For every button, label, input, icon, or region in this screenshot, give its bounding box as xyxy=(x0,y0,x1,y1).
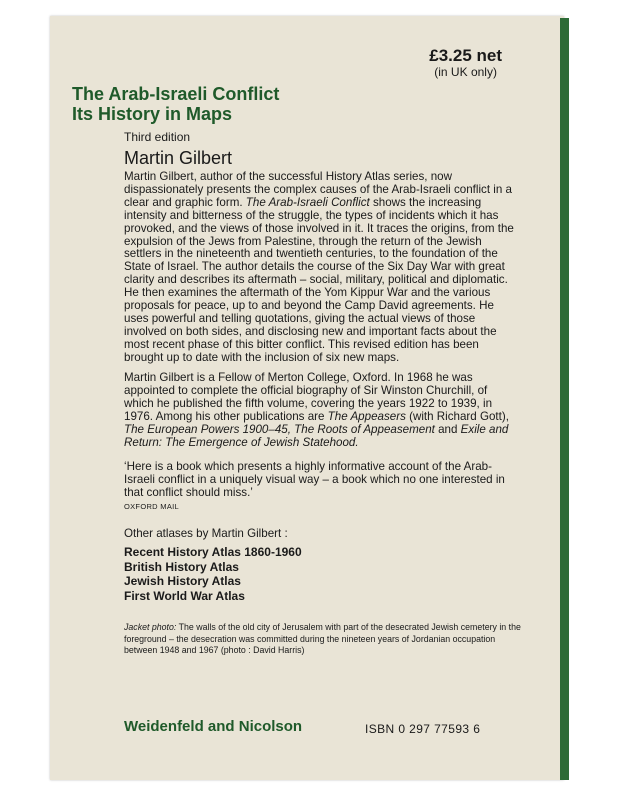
edition-label: Third edition xyxy=(124,130,191,144)
other-atlases-list xyxy=(124,545,302,603)
price-note: (in UK only) xyxy=(434,65,497,79)
bio-book-2: The European Powers 1900–45, The Roots of Appeasement xyxy=(124,422,435,436)
publisher-name: Weidenfeld and Nicolson xyxy=(124,718,303,735)
blurb-p1-text-b: shows the increasing intensity and bitterness of the struggle, the types of incidents which it has provoked, and the views of those involved in it. It traces the origins, from the expulsion of the Jews from Palestine, through the return of the Jewish settlers in the nineteenth and twentieth centuries, to the foundation of the State of Israel. The author details the course of the Six Day War with great clarity and describes its aftermath – social, military, political and diplomatic. He then examines the aftermath of the Yom Kippur War and the various proposals for peace, up to and beyond the Camp David agreements. He uses powerful and telling quotations, giving the actual views of those involved on both sides, and disclosing new and important facts about the most recent phase of this bitter conflict. This revised edition has been brought up to date with the inclusion of six new maps. xyxy=(124,195,514,364)
title-line-1: The Arab-Israeli Conflict xyxy=(72,84,280,104)
book-title xyxy=(72,84,279,124)
title-line-2: Its History in Maps xyxy=(72,104,233,124)
caption-text: The walls of the old city of Jerusalem with part of the desecrated Jewish cemetery in the foreground – the desecration was committed during the nineteen years of Jordanian occupation between 1948 and 1967 (photo : David Harris) xyxy=(124,622,521,655)
author-bio-paragraph xyxy=(124,372,516,449)
atlas-item: British History Atlas xyxy=(124,559,239,574)
atlas-item: Recent History Atlas 1860-1960 xyxy=(124,545,302,559)
jacket-photo-caption xyxy=(124,622,524,657)
review-quote xyxy=(124,461,516,512)
green-spine-edge xyxy=(560,18,569,780)
atlas-item: First World War Atlas xyxy=(124,588,245,603)
atlas-item: Jewish History Atlas xyxy=(124,574,241,588)
other-atlases-intro: Other atlases by Martin Gilbert : xyxy=(124,527,288,540)
author-name: Martin Gilbert xyxy=(124,148,233,168)
bio-text-b: (with Richard Gott), xyxy=(405,409,509,423)
price-block xyxy=(429,46,502,79)
bio-text-a: Martin Gilbert is a Fellow of Merton College, Oxford. In 1968 he was appointed to complete the official biography of Sir Winston Churchill, of which he published the fifth volume, covering the years 1922 to 1939, in 1976. Among his other publications are xyxy=(124,371,493,423)
quote-text: ‘Here is a book which presents a highly informative account of the Arab-Israeli conflict in a uniquely visual way – a book which no one interested in that conflict should miss.’ xyxy=(124,460,505,499)
blurb-p1-book-title: The Arab-Israeli Conflict xyxy=(245,195,370,209)
isbn-number: ISBN 0 297 77593 6 xyxy=(365,722,481,736)
bio-text-c: and xyxy=(434,422,461,436)
caption-label: Jacket photo: xyxy=(124,622,177,632)
bio-book-3: Exile and Return: The Emergence of Jewish Statehood. xyxy=(124,422,509,449)
blurb-p1-text-a: Martin Gilbert, author of the successful History Atlas series, now dispassionately presents the complex causes of the Arab-Israeli conflict in a clear and graphic form. xyxy=(124,170,512,209)
price-amount: £3.25 net xyxy=(429,46,502,65)
quote-source: OXFORD MAIL xyxy=(124,501,179,511)
bio-book-1: The Appeasers xyxy=(327,409,406,423)
blurb-paragraph-1 xyxy=(124,171,516,365)
